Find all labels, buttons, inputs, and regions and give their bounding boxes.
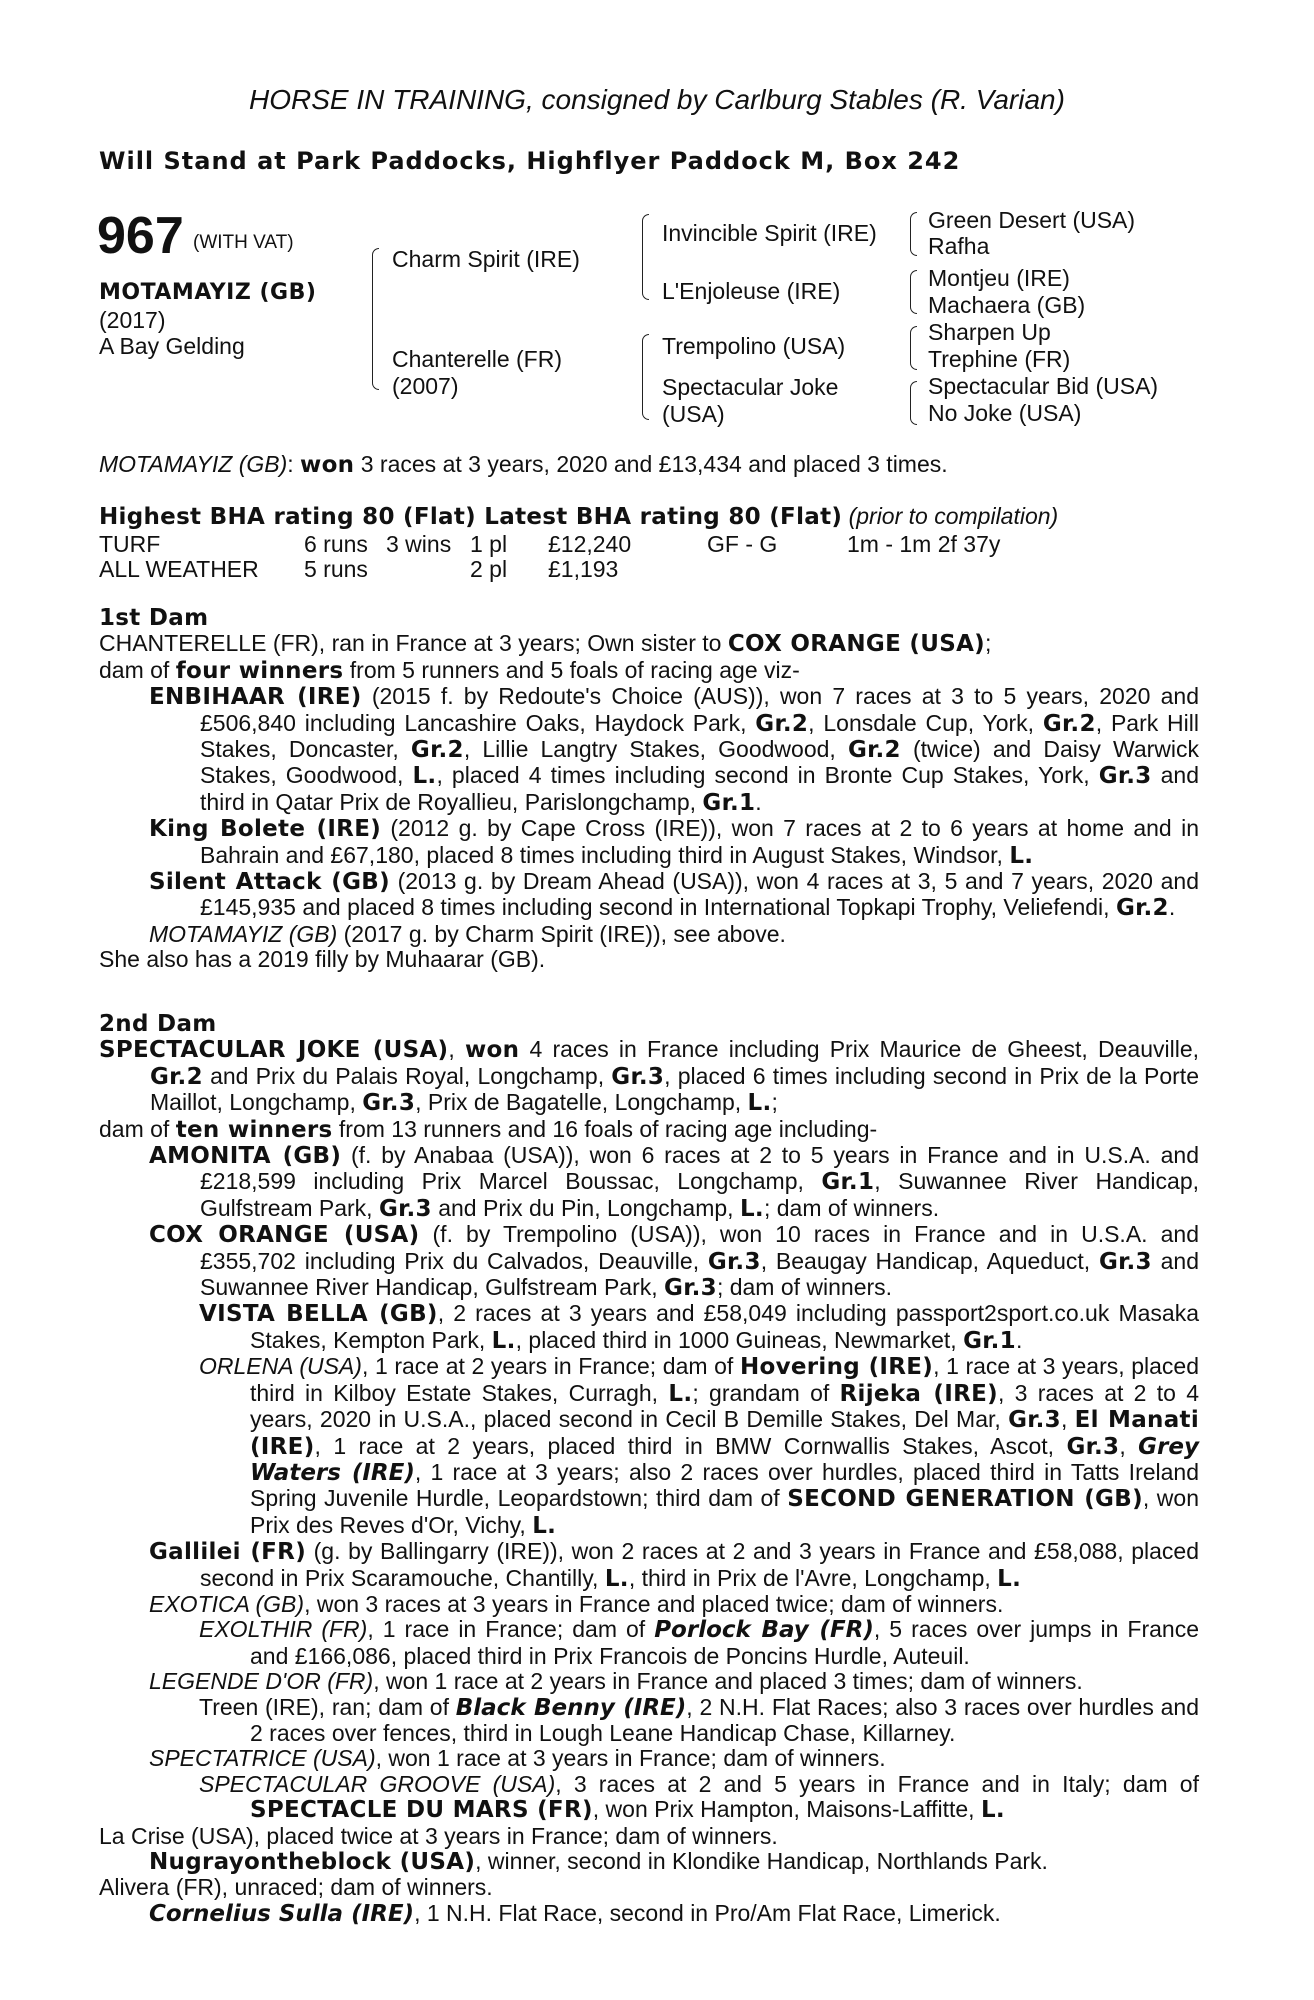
first-dam-section [99,606,1199,973]
produce-alivera: Alivera (FR), unraced; dam of winners. [99,1874,493,1901]
pedigree-dam-dam-country: (USA) [662,401,725,427]
ratings-note: (prior to compilation) [848,503,1059,529]
form-aw-runs: 5 runs [304,556,368,582]
pedigree-sire-dam: L'Enjoleuse (IRE) [662,278,841,304]
produce-cox-orange: COX ORANGE (USA) (f. by Trempolino (USA)), won 10 races in France and in U.S.A. and £355,702 including Prix du Calvados, Deauville, Gr.3, Beaugay Handicap, Aqueduct, Gr.3 and Suwannee River Handicap, Gulfstream Park, Gr.3; dam of winners. [149,1221,1199,1302]
brace-ggp-2 [910,270,917,314]
produce-gallilei: Gallilei (FR) (g. by Ballingarry (IRE)), won 2 races at 2 and 3 years in France and £58,088, placed second in Prix Scaramouche, Chantilly, L., third in Prix de l'Avre, Longchamp, L. [149,1538,1199,1592]
second-dam-section [99,1012,1199,1927]
form-turf-runs: 6 runs [304,531,368,557]
horse-name: MOTAMAYIZ (GB) [99,280,317,305]
produce-king-bolete: King Bolete (IRE) (2012 g. by Cape Cross (IRE)), won 7 races at 2 to 6 years at home and in Bahrain and £67,180, placed 8 times including third in August Stakes, Windsor, L. [149,815,1199,869]
produce-spectatrice: SPECTATRICE (USA), won 1 race at 3 years in France; dam of winners. [149,1745,886,1772]
produce-treen: Treen (IRE), ran; dam of Black Benny (IRE), 2 N.H. Flat Races; also 3 races over hurdles and 2 races over fences, third in Lough Leane Handicap Chase, Killarney. [199,1693,1199,1746]
pedigree-sire-sire: Invincible Spirit (IRE) [662,220,877,246]
form-aw-surface: ALL WEATHER [99,556,259,582]
brace-ggp-4 [910,381,917,425]
pedigree-ggp-4: Machaera (GB) [928,292,1086,318]
summary-won: won [300,452,355,478]
first-dam-note: She also has a 2019 filly by Muhaarar (GB). [99,946,546,973]
pedigree-sire: Charm Spirit (IRE) [392,246,580,272]
ratings-bold: Highest BHA rating 80 (Flat) Latest BHA rating 80 (Flat) [99,504,843,530]
pedigree-dam-dam: Spectacular Joke [662,374,839,400]
pedigree-ggp-6: Trephine (FR) [928,346,1071,372]
pedigree-ggp-3: Montjeu (IRE) [928,265,1070,291]
produce-exotica: EXOTICA (GB), won 3 races at 3 years in France and placed twice; dam of winners. [149,1590,1004,1617]
produce-orlena: ORLENA (USA), 1 race at 2 years in France; dam of Hovering (IRE), 1 race at 3 years, placed third in Kilboy Estate Stakes, Curragh, L.; grandam of Rijeka (IRE), 3 races at 2 to 4 years, 2020 in U.S.A., placed second in Cecil B Demille Stakes, Del Mar, Gr.3, El Manati (IRE), 1 race at 2 years, placed third in BMW Cornwallis Stakes, Ascot, Gr.3, Grey Waters (IRE), 1 race at 3 years; also 2 races over hurdles, placed third in Tatts Ireland Spring Juvenile Hurdle, Leopardstown; third dam of SECOND GENERATION (GB), won Prix des Reves d'Or, Vichy, L. [199,1353,1200,1539]
stand-location: Will Stand at Park Paddocks, Highflyer Paddock M, Box 242 [99,147,961,175]
brace-parents [372,248,379,390]
produce-legende-dor: LEGENDE D'OR (FR), won 1 race at 2 years in France and placed 3 times; dam of winners. [149,1668,1083,1695]
form-turf-prize: £12,240 [548,531,632,557]
produce-enbihaar: ENBIHAAR (IRE) (2015 f. by Redoute's Choice (AUS)), won 7 races at 3 to 5 years, 2020 and £506,840 including Lancashire Oaks, Haydock Park, Gr.2, Lonsdale Cup, York, Gr.2, Park Hill Stakes, Doncaster, Gr.2, Lillie Langtry Stakes, Goodwood, Gr.2 (twice) and Daisy Warwick Stakes, Goodwood, L., placed 4 times including second in Bronte Cup Stakes, York, Gr.3 and third in Qatar Prix de Royallieu, Parislongchamp, Gr.1. [149,683,1200,816]
produce-silent-attack: Silent Attack (GB) (2013 g. by Dream Ahead (USA)), won 4 races at 3, 5 and 7 years, 2020 and £145,935 and placed 8 times including second in International Topkapi Trophy, Veliefendi, Gr.2. [149,868,1199,922]
pedigree-dam-sire: Trempolino (USA) [662,333,846,359]
pedigree-ggp-1: Green Desert (USA) [928,207,1136,233]
second-dam-produce-intro: dam of ten winners from 13 runners and 16 foals of racing age including- [99,1115,878,1143]
brace-dam-line [642,334,649,420]
vat-label: (WITH VAT) [193,232,294,253]
produce-spectacular-groove: SPECTACULAR GROOVE (USA), 3 races at 2 and 5 years in France and in Italy; dam of SPECTACLE DU MARS (FR), won Prix Hampton, Maisons-Laffitte, L. [199,1770,1199,1824]
pedigree-ggp-5: Sharpen Up [928,319,1051,345]
second-dam-heading: 2nd Dam [99,1011,217,1037]
first-dam-produce-intro: dam of four winners from 5 runners and 5 foals of racing age viz- [99,656,800,684]
pedigree-ggp-7: Spectacular Bid (USA) [928,373,1159,399]
produce-nugrayontheblock: Nugrayontheblock (USA), winner, second in Klondike Handicap, Northlands Park. [149,1848,1048,1875]
horse-year: (2017) [99,307,166,333]
horse-description: A Bay Gelding [99,333,245,359]
summary-horse-name: MOTAMAYIZ (GB) [99,451,288,477]
form-turf-going: GF - G [707,531,778,557]
second-dam-record: SPECTACULAR JOKE (USA), won 4 races in France including Prix Maurice de Gheest, Deauville, Gr.2 and Prix du Palais Royal, Longchamp, Gr.3, placed 6 times including second in Prix de la Porte Maillot, Longchamp, Gr.3, Prix de Bagatelle, Longchamp, L.; [99,1036,1200,1117]
form-aw-placed: 2 pl [470,556,508,582]
pedigree-dam-year: (2007) [392,373,459,399]
form-row-turf [99,531,160,558]
ratings-line [99,504,1199,530]
produce-la-crise: La Crise (USA), placed twice at 3 years in France; dam of winners. [99,1822,778,1849]
produce-amonita: AMONITA (GB) (f. by Anabaa (USA)), won 6 races at 2 to 5 years in France and in U.S.A. and £218,599 including Prix Marcel Boussac, Longchamp, Gr.1, Suwannee River Handicap, Gulfstream Park, Gr.3 and Prix du Pin, Longchamp, L.; dam of winners. [149,1142,1200,1222]
lot-number: 967 [97,207,184,265]
consignor-title: HORSE IN TRAINING, consigned by Carlburg Stables (R. Varian) [249,84,1065,115]
brace-ggp-1 [910,212,917,256]
pedigree-ggp-2: Rafha [928,233,990,259]
produce-exolthir: EXOLTHIR (FR), 1 race in France; dam of Porlock Bay (FR), 5 races over jumps in France and £166,086, placed third in Prix Francois de Poncins Hurdle, Auteuil. [199,1616,1200,1669]
summary-text: 3 races at 3 years, 2020 and £13,434 and placed 3 times. [354,451,948,477]
race-summary [99,452,1199,478]
first-dam-intro: CHANTERELLE (FR), ran in France at 3 years; Own sister to COX ORANGE (USA); [99,630,992,658]
summary-colon: : [287,451,294,477]
form-turf-wins: 3 wins [386,531,452,557]
pedigree-ggp-8: No Joke (USA) [928,400,1082,426]
brace-ggp-3 [910,326,917,370]
form-aw-prize: £1,193 [548,556,619,582]
pedigree-dam: Chanterelle (FR) [392,346,562,372]
produce-motamayiz: MOTAMAYIZ (GB) (2017 g. by Charm Spirit (IRE)), see above. [149,920,786,947]
form-turf-distance: 1m - 1m 2f 37y [847,531,1001,557]
produce-vista-bella: VISTA BELLA (GB), 2 races at 3 years and £58,049 including passport2sport.co.uk Masaka Stakes, Kempton Park, L., placed third in 1000 Guineas, Newmarket, Gr.1. [199,1300,1199,1354]
form-turf-placed: 1 pl [470,531,508,557]
brace-sire-line [642,214,649,300]
form-surface: TURF [99,531,161,557]
produce-cornelius-sulla: Cornelius Sulla (IRE), 1 N.H. Flat Race, second in Pro/Am Flat Race, Limerick. [149,1899,1001,1927]
first-dam-heading: 1st Dam [99,605,209,631]
